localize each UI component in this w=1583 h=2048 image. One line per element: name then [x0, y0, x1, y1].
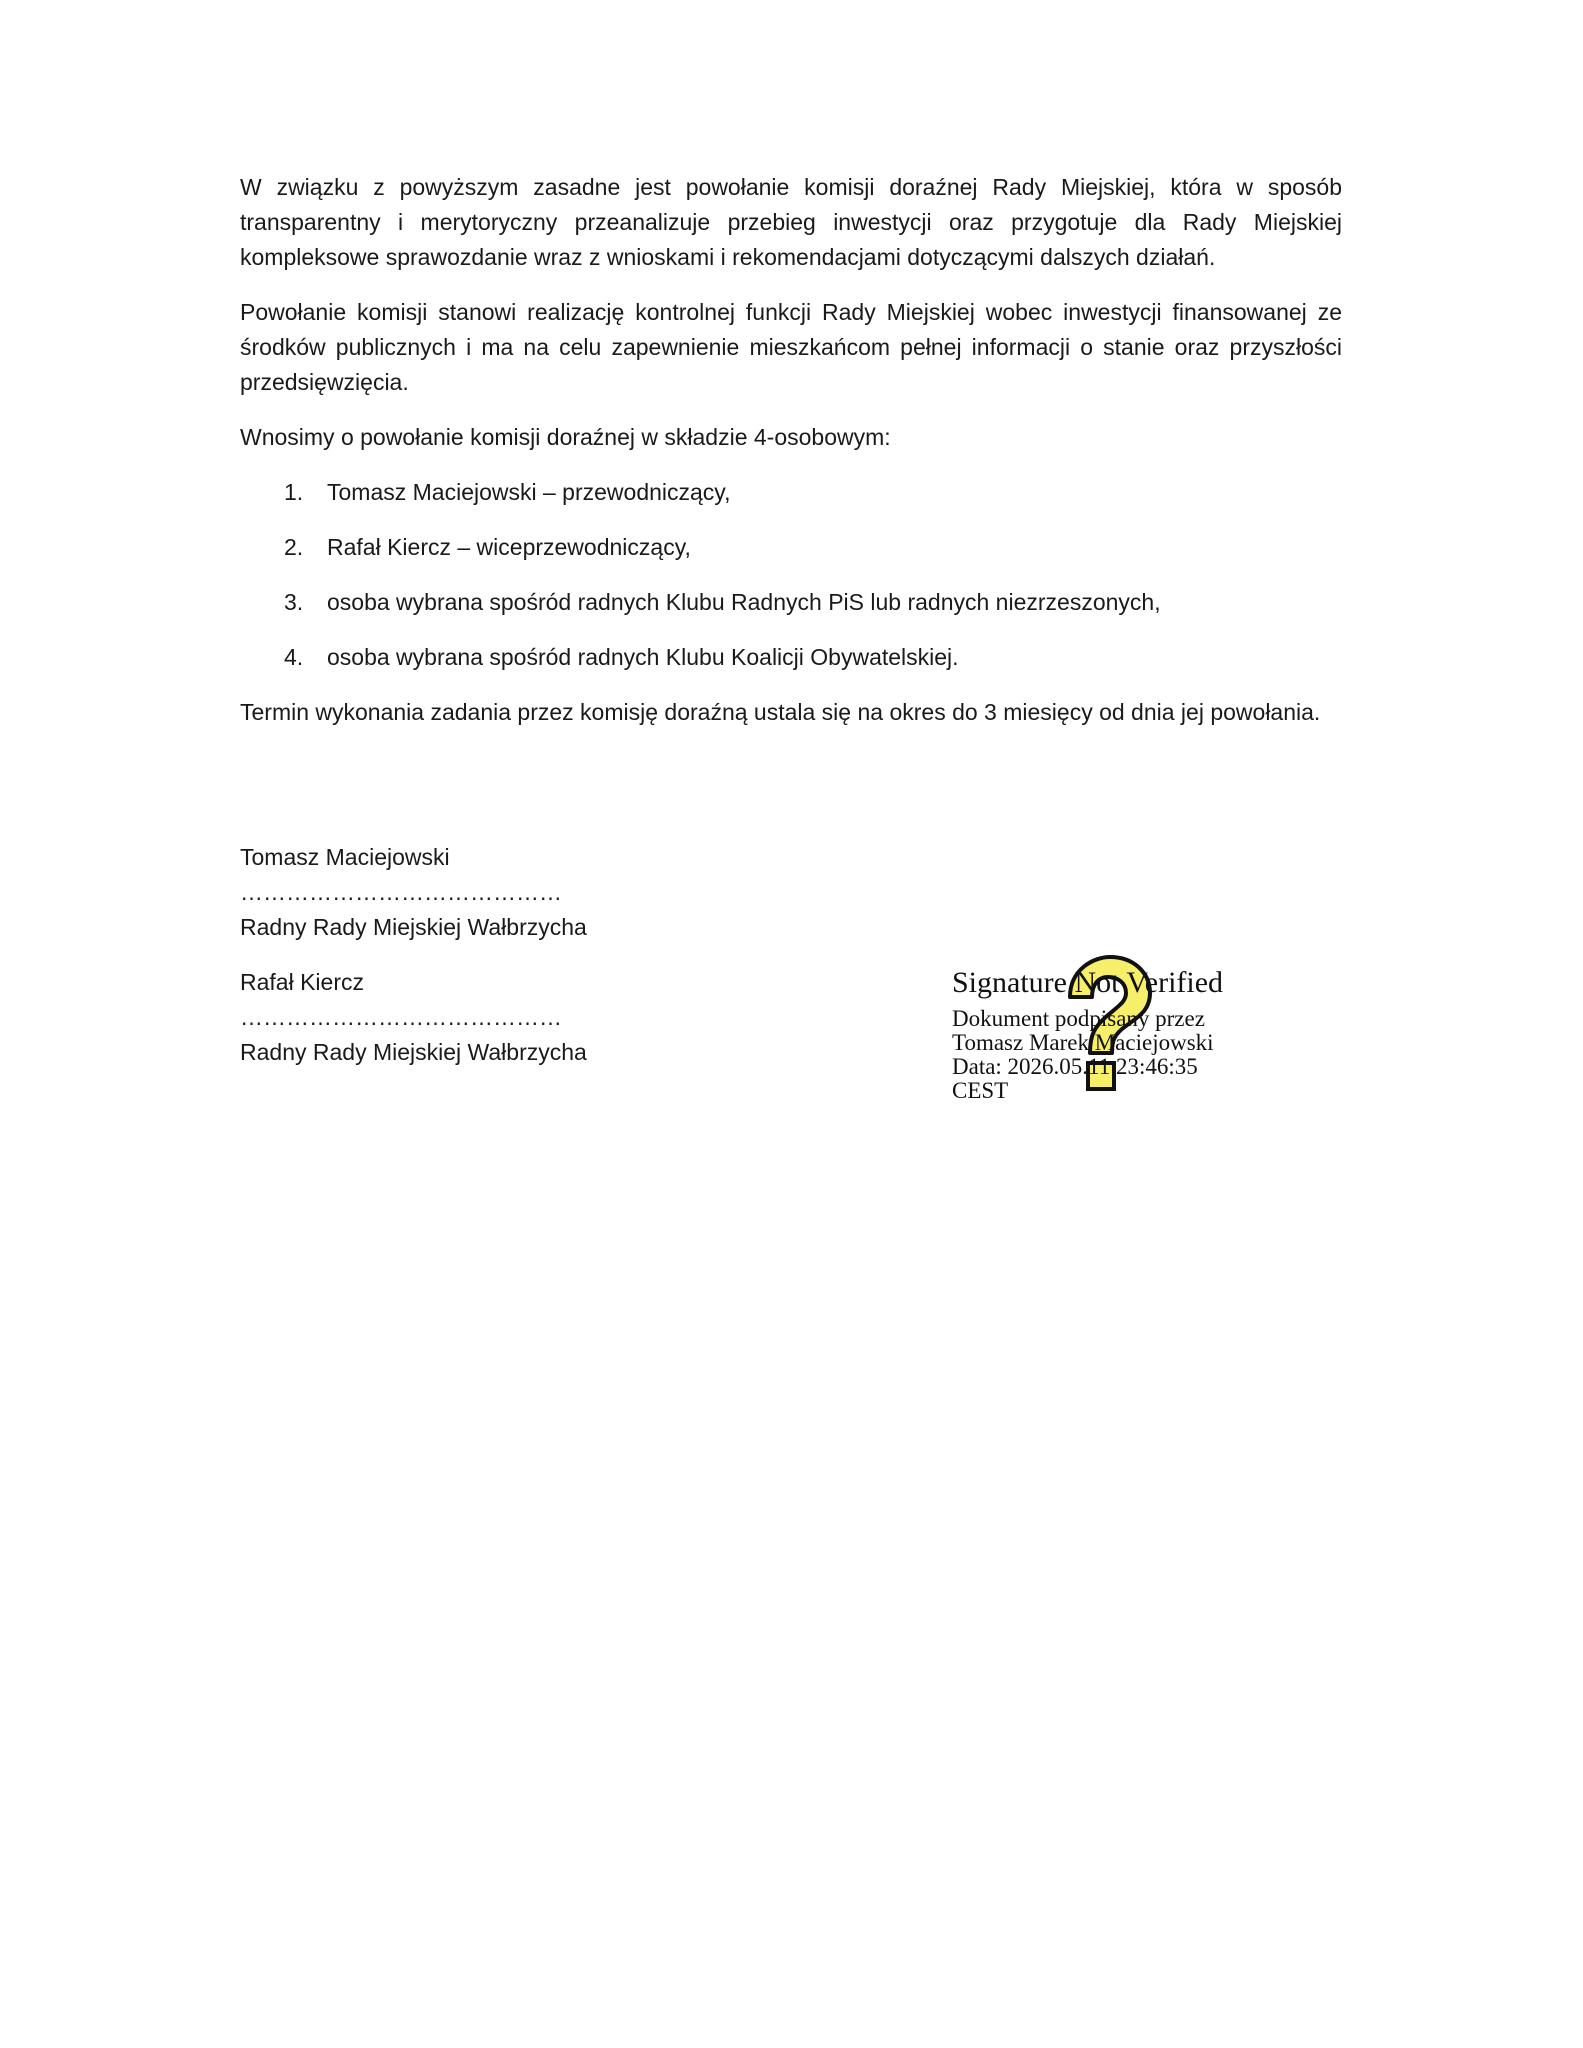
signature-signed-by-label: Dokument podpisany przez	[952, 1006, 1205, 1031]
signature-timezone: CEST	[952, 1078, 1009, 1103]
paragraph-deadline: Termin wykonania zadania przez komisję doraźną ustala się na okres do 3 miesięcy od dnia jej powołania.	[240, 699, 1321, 725]
list-item-text: osoba wybrana spośród radnych Klubu Koalicji Obywatelskiej.	[327, 644, 959, 670]
signature-dots: ……………………………………	[240, 1004, 562, 1030]
list-item-text: Tomasz Maciejowski – przewodniczący,	[327, 479, 731, 505]
signature-date: Data: 2026.05.11 23:46:35	[952, 1054, 1198, 1079]
signature-status: Signature Not Verified	[952, 966, 1224, 999]
committee-members-list	[240, 475, 1342, 675]
signer-maciejowski	[240, 840, 740, 945]
signer-name: Rafał Kiercz	[240, 969, 364, 995]
signer-name: Tomasz Maciejowski	[240, 844, 450, 870]
list-item-number: 2.	[284, 534, 304, 560]
signer-kiercz	[240, 965, 740, 1070]
list-item-text: Rafał Kiercz – wiceprzewodniczący,	[327, 534, 691, 560]
list-item-number: 1.	[284, 479, 304, 505]
signature-dots: ……………………………………	[240, 879, 562, 905]
list-item-number: 4.	[284, 644, 304, 670]
list-item	[240, 640, 1342, 675]
signer-role: Radny Rady Miejskiej Wałbrzycha	[240, 1039, 587, 1065]
digital-signature-stamp[interactable]	[952, 965, 1292, 1103]
list-item	[240, 585, 1342, 620]
list-item	[240, 475, 1342, 510]
paragraph-purpose: Powołanie komisji stanowi realizację kontrolnej funkcji Rady Miejskiej wobec inwestycji finansowanej ze środków publicznych i ma na celu zapewnienie mieszkańcom pełnej informacji o stanie oraz przyszłości przedsięwzięcia.	[240, 299, 1342, 395]
signature-signer-name: Tomasz Marek Maciejowski	[952, 1030, 1214, 1055]
document-body	[240, 170, 1342, 750]
signers-block	[240, 840, 740, 1090]
list-item	[240, 530, 1342, 565]
list-item-text: osoba wybrana spośród radnych Klubu Radnych PiS lub radnych niezrzeszonych,	[327, 589, 1161, 615]
paragraph-motion: Wnosimy o powołanie komisji doraźnej w składzie 4-osobowym:	[240, 424, 891, 450]
list-item-number: 3.	[284, 589, 304, 615]
paragraph-justification: W związku z powyższym zasadne jest powołanie komisji doraźnej Rady Miejskiej, która w sposób transparentny i merytoryczny przeanalizuje przebieg inwestycji oraz przygotuje dla Rady Miejskiej kompleksowe sprawozdanie wraz z wnioskami i rekomendacjami dotyczącymi dalszych działań.	[240, 174, 1342, 270]
signer-role: Radny Rady Miejskiej Wałbrzycha	[240, 914, 587, 940]
